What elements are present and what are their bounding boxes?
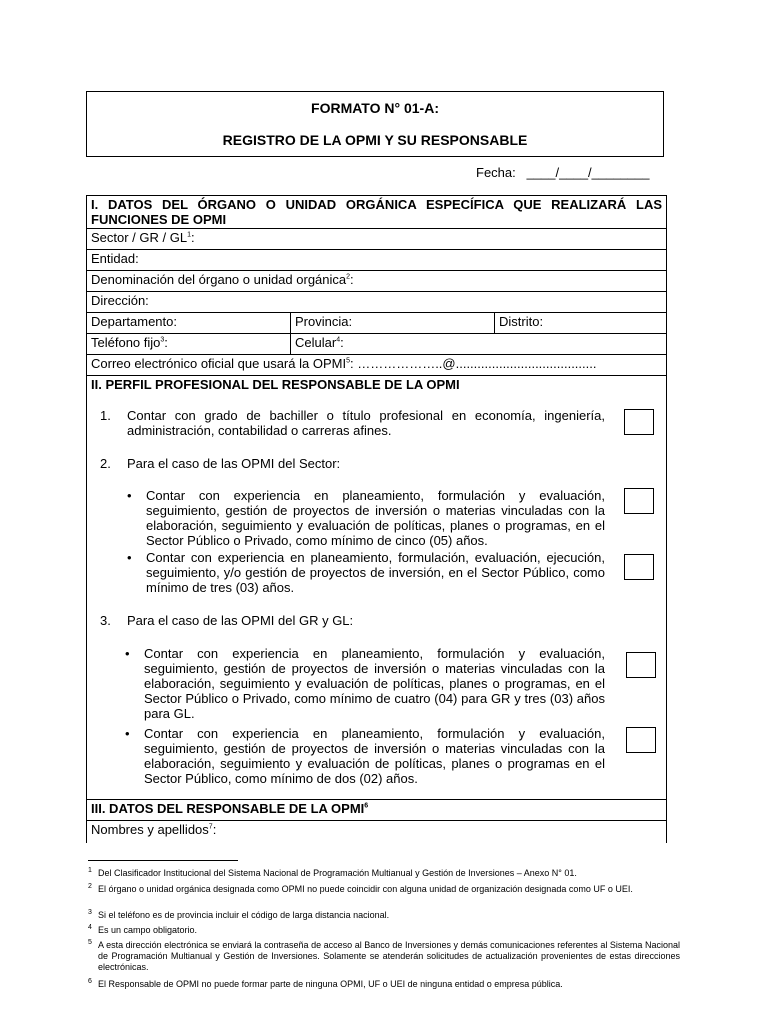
telefono-footnote-ref: 3 [160,336,165,344]
item-3-number: 3. [100,613,111,628]
section-1-title: I. DATOS DEL ÓRGANO O UNIDAD ORGÁNICA ESPECÍFICA QUE REALIZARÁ LAS FUNCIONES DE OPMI [87,196,667,229]
correo-label: Correo electrónico oficial que usará la OPMI [91,356,347,371]
footnote-5 [88,940,680,973]
item-3-bullet-1: • [125,646,130,661]
item-2-bullet-1-text: Contar con experiencia en planeamiento, formulación y evaluación, seguimiento, gestión de proyectos de inversión o materias vinculadas con la elaboración, seguimiento y evaluación de políticas, planes o programas, en el Sector Público o Privado, como mínimo de cinco (05) años. [146,488,605,548]
form-header [86,91,664,157]
section-3-title-text: III. DATOS DEL RESPONSABLE DE LA OPMI [91,801,365,816]
celular-field[interactable]: Celular$^4$: [291,334,667,355]
item-2-bullet-2-checkbox[interactable] [624,554,654,580]
provincia-field[interactable]: Provincia: [291,313,495,334]
section-2-title: II. PERFIL PROFESIONAL DEL RESPONSABLE DE LA OPMI [91,377,460,392]
footnote-1-text: Del Clasificador Institucional del Sistema Nacional de Programación Multianual y Gestión de Inversiones – Anexo N° 01. [98,868,577,878]
footnote-2 [88,884,680,895]
footnote-6-number: 6 [88,978,92,985]
footnote-1-number: 1 [88,867,92,874]
item-2-number: 2. [100,456,111,471]
form-number: FORMATO N° 01-A: [311,100,439,116]
footnote-4 [88,925,680,936]
correo-field[interactable] [87,355,667,376]
footnote-3-number: 3 [88,909,92,916]
denominacion-field[interactable]: Denominación del órgano o unidad orgánica$^2$: [87,271,667,292]
item-2-bullet-1: • [127,488,132,503]
footnote-5-number: 5 [88,939,92,946]
section-3-footnote-ref: 6 [364,802,369,810]
item-3-bullet-2: • [125,726,130,741]
item-3-text: Para el caso de las OPMI del GR y GL: [127,613,354,628]
footnote-3 [88,910,680,921]
item-2-bullet-2: • [127,550,132,565]
telefono-label: Teléfono fijo [91,335,161,350]
form-title: REGISTRO DE LA OPMI Y SU RESPONSABLE [222,132,528,148]
distrito-field[interactable]: Distrito: [495,313,667,334]
footnote-2-number: 2 [88,883,92,890]
item-2-text: Para el caso de las OPMI del Sector: [127,456,341,471]
denominacion-label: Denominación del órgano o unidad orgánica [91,272,347,287]
item-1-number: 1. [100,408,111,423]
celular-footnote-ref: 4 [336,336,341,344]
footnote-3-text: Si el teléfono es de provincia incluir el código de larga distancia nacional. [98,910,390,920]
item-3-bullet-2-checkbox[interactable] [626,727,656,753]
footnote-6 [88,979,680,990]
direccion-field[interactable]: Dirección: [87,292,667,313]
item-3-bullet-1-checkbox[interactable] [626,652,656,678]
footnote-4-number: 4 [88,924,92,931]
date-field[interactable] [476,165,650,180]
denominacion-footnote-ref: 2 [346,273,351,281]
sector-field[interactable]: Sector / GR / $GL^1$: [87,229,667,250]
correo-blank: : ………………..@....................................... [349,356,597,371]
footnote-4-text: Es un campo obligatorio. [98,925,198,935]
date-label: Fecha: [476,165,516,180]
item-1-checkbox[interactable] [624,409,654,435]
celular-label: Celular [295,335,337,350]
correo-footnote-ref: 5 [346,357,350,365]
nombres-footnote-ref: 7 [208,823,213,831]
date-blank[interactable]: ____/____/________ [526,165,650,180]
footnote-5-text: A esta dirección electrónica se enviará la contraseña de acceso al Banco de Inversiones y demás comunicaciones referentes al Sistema Nacional de Programación Multianual y Gestión de Inversiones. Solamente se atenderán solicitudes de actualización provenientes de estas direcciones electrónicas. [98,940,680,972]
section-3-title [87,800,667,821]
registration-table [86,195,667,843]
footnote-6-text: El Responsable de OPMI no puede formar parte de ninguna OPMI, UF o UEI de ninguna entidad o empresa pública. [98,979,563,989]
sector-footnote-ref: 1 [187,231,191,239]
nombres-label: Nombres y apellidos [91,822,209,837]
telefono-field[interactable]: Teléfono fijo$^3$: [87,334,291,355]
footnote-1 [88,868,680,879]
item-3-bullet-1-text: Contar con experiencia en planeamiento, formulación y evaluación, seguimiento, gestión de proyectos de inversión o materias vinculadas con la elaboración, seguimiento y evaluación de políticas, planes o programas, en el Sector Público o Privado, como mínimo de cuatro (04) para GR y tres (03) años para GL. [144,646,605,721]
nombres-field[interactable]: Nombres y apellidos$^7$: [87,821,667,844]
entidad-field[interactable]: Entidad: [87,250,667,271]
footnote-2-text: El órgano o unidad orgánica designada como OPMI no puede coincidir con alguna unidad de organización designada como UF o UEI. [98,884,633,894]
item-3-bullet-2-text: Contar con experiencia en planeamiento, formulación y evaluación, seguimiento, gestión de proyectos de inversión o materias vinculadas con la elaboración, seguimiento y evaluación de políticas, planes o programas en el Sector Público, como mínimo de dos (02) años. [144,726,605,786]
item-2-bullet-1-checkbox[interactable] [624,488,654,514]
item-2-bullet-2-text: Contar con experiencia en planeamiento, formulación, evaluación, ejecución, seguimiento, y/o gestión de proyectos de inversión, en el Sector Público, como mínimo de tres (03) años. [146,550,605,595]
item-1-text: Contar con grado de bachiller o título profesional en economía, ingeniería, administración, contabilidad o carreras afines. [127,408,605,438]
departamento-field[interactable]: Departamento: [87,313,291,334]
section-2 [87,376,667,800]
sector-label: Sector / GR / GL [91,230,188,245]
footnote-separator [88,860,238,861]
